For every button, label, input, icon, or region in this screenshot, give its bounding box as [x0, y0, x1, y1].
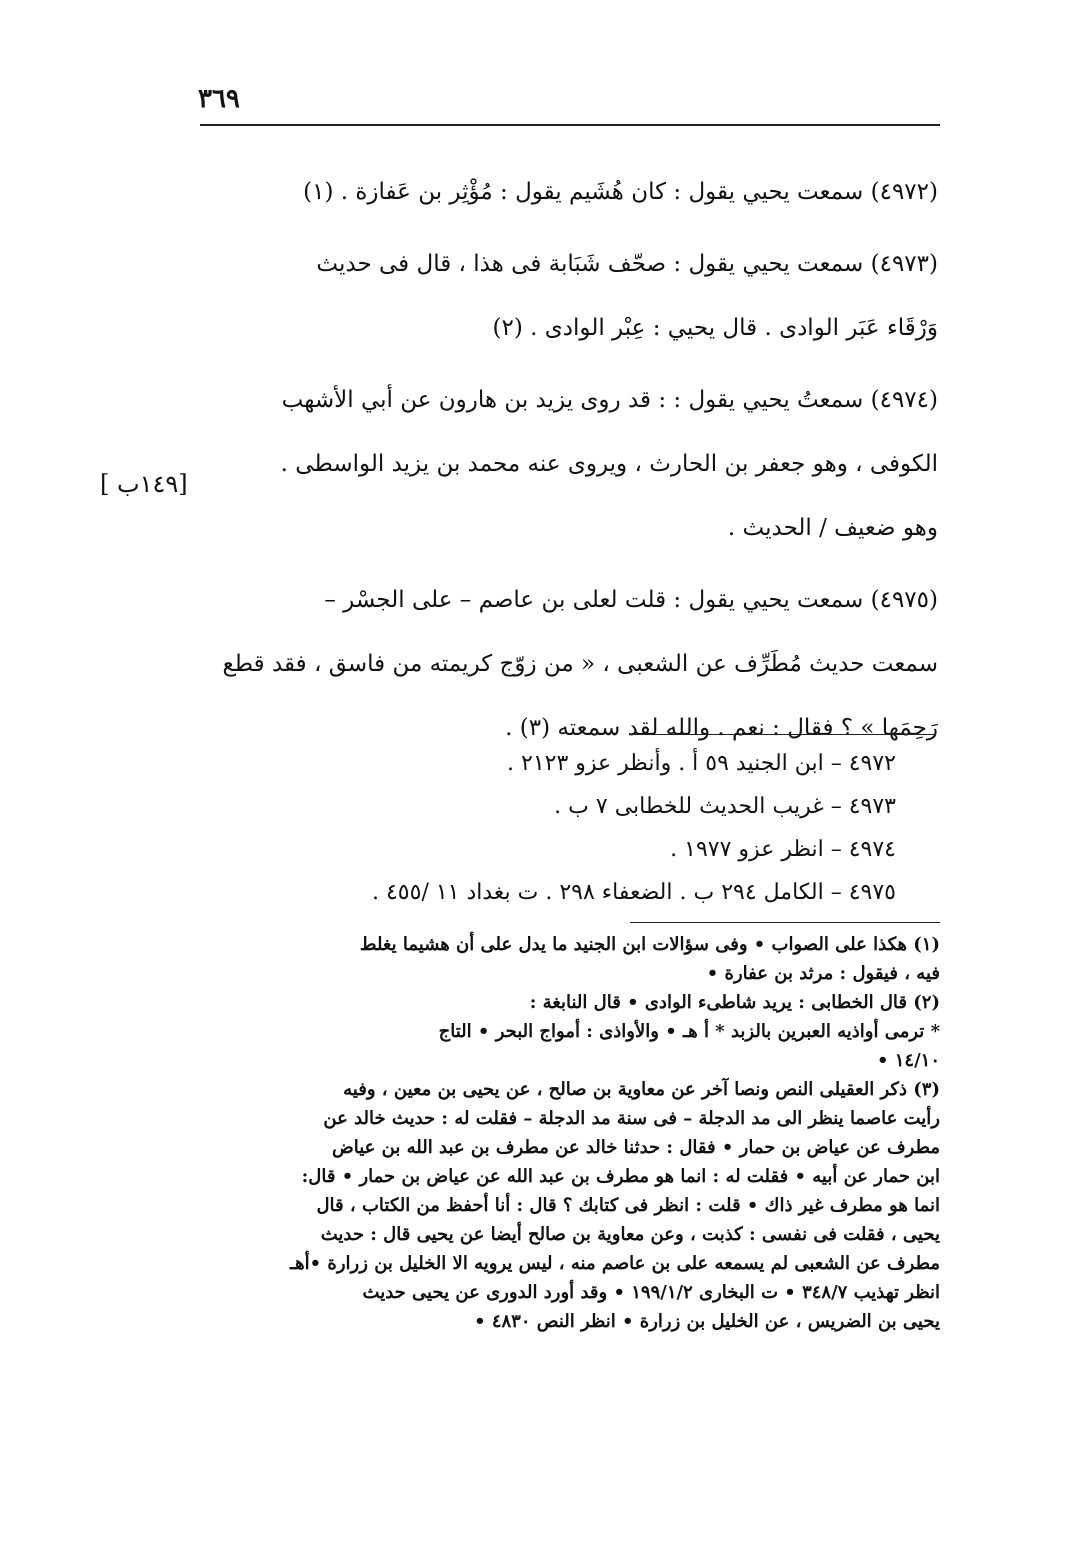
notes-rule [630, 922, 940, 923]
sources-rule [630, 734, 934, 735]
entry-line: وهو ضعيف / الحديث . [727, 515, 938, 541]
entry-line: وَرْقَاء عَبَر الوادى . قال يحيي : عِبْر الوادى . (٢) [492, 315, 938, 341]
entry-line: رَحِمَها » ؟ فقال : نعم . والله لقد سمعته (٣) . [505, 715, 938, 741]
footnote-line: فيه ، فيقول : مرثد بن عفارة • [706, 963, 940, 984]
footnote-line: (٣) ذكر العقيلى النص ونصا آخر عن معاوية بن صالح ، عن يحيى بن معين ، وفيه [343, 1079, 940, 1100]
footnote-line: ١٤/١٠ • [876, 1050, 940, 1071]
entry-4975 [210, 568, 938, 760]
source-line: ٤٩٧٣ – غريب الحديث للخطابى ٧ ب . [554, 794, 896, 819]
footnote-line: * ترمى أواذيه العبرين بالزبد * أ هـ • والأواذى : أمواج البحر • التاج [438, 1021, 940, 1042]
sources-list [300, 742, 896, 914]
footnote-line: ابن حمار عن أبيه • فقلت له : انما هو مطرف بن عبد الله عن عياض بن حمار • قال: [301, 1166, 940, 1187]
entry-line: (٤٩٧٢) سمعت يحيي يقول : كان هُشَيم يقول : مُؤْثِر بن عَفازة . (١) [303, 179, 938, 205]
source-line: ٤٩٧٤ – انظر عزو ١٩٧٧ . [670, 837, 896, 862]
source-line: ٤٩٧٢ – ابن الجنيد ٥٩ أ . وأنظر عزو ٢١٢٣ . [507, 751, 896, 776]
footnote-line: يحيى ، فقلت فى نفسى : كذبت ، وعن معاوية بن صالح أيضا عن يحيى قال : حديث [320, 1224, 940, 1245]
footnote-line: (٢) قال الخطابى : يريد شاطىء الوادى • قال النابغة : [529, 992, 940, 1013]
entry-line: (٤٩٧٣) سمعت يحيي يقول : صحّف شَبَابة فى هذا ، قال فى حديث [316, 251, 938, 277]
entry-line: (٤٩٧٥) سمعت يحيي يقول : قلت لعلى بن عاصم – على الجسْر – [324, 587, 938, 613]
footnote-line: (١) هكذا على الصواب • وفى سؤالات ابن الجنيد ما يدل على أن هشيما يغلط [359, 934, 940, 955]
entry-line: الكوفى ، وهو جعفر بن الحارث ، ويروى عنه محمد بن يزيد الواسطى . [280, 451, 938, 477]
footnote-line: مطرف عن عياض بن حمار • فقال : حدثنا خالد عن مطرف بن عبد الله بن عياض [331, 1137, 940, 1158]
main-text [210, 160, 938, 760]
entry-4973 [210, 232, 938, 360]
footnote-line: رأيت عاصما ينظر الى مد الدجلة – فى سنة مد الدجلة – فقلت له : حديث خالد عن [323, 1108, 940, 1129]
marginal-folio-note: [١٤٩ب ] [100, 470, 188, 498]
entry-4974 [210, 368, 938, 560]
footnotes [192, 930, 940, 1336]
footnote-line: انما هو مطرف غير ذاك • قلت : انظر فى كتابك ؟ قال : أنا أحفظ من الكتاب ، قال [316, 1195, 940, 1216]
footnote-line: انظر تهذيب ٣٤٨/٧ • ت البخارى ١٩٩/١/٢ • وقد أورد الدورى عن يحيى حديث [362, 1282, 940, 1303]
page-number: ٣٦٩ [198, 84, 240, 114]
footnote-line: يحيى بن الضريس ، عن الخليل بن زرارة • انظر النص ٤٨٣٠ • [474, 1311, 940, 1332]
entry-line: (٤٩٧٤) سمعتُ يحيي يقول : : قد روى يزيد بن هارون عن أبي الأشهب [281, 387, 938, 413]
entry-4972 [210, 160, 938, 224]
source-line: ٤٩٧٥ – الكامل ٢٩٤ ب . الضعفاء ٢٩٨ . ت بغداد ١١ /٤٥٥ . [371, 880, 896, 905]
header-rule [200, 124, 940, 126]
footnote-line: مطرف عن الشعبى لم يسمعه على بن عاصم منه ، ليس يرويه الا الخليل بن زرارة •أهـ [289, 1253, 940, 1274]
entry-line: سمعت حديث مُطَرِّف عن الشعبى ، « من زوّج كريمته من فاسق ، فقد قطع [222, 651, 938, 677]
